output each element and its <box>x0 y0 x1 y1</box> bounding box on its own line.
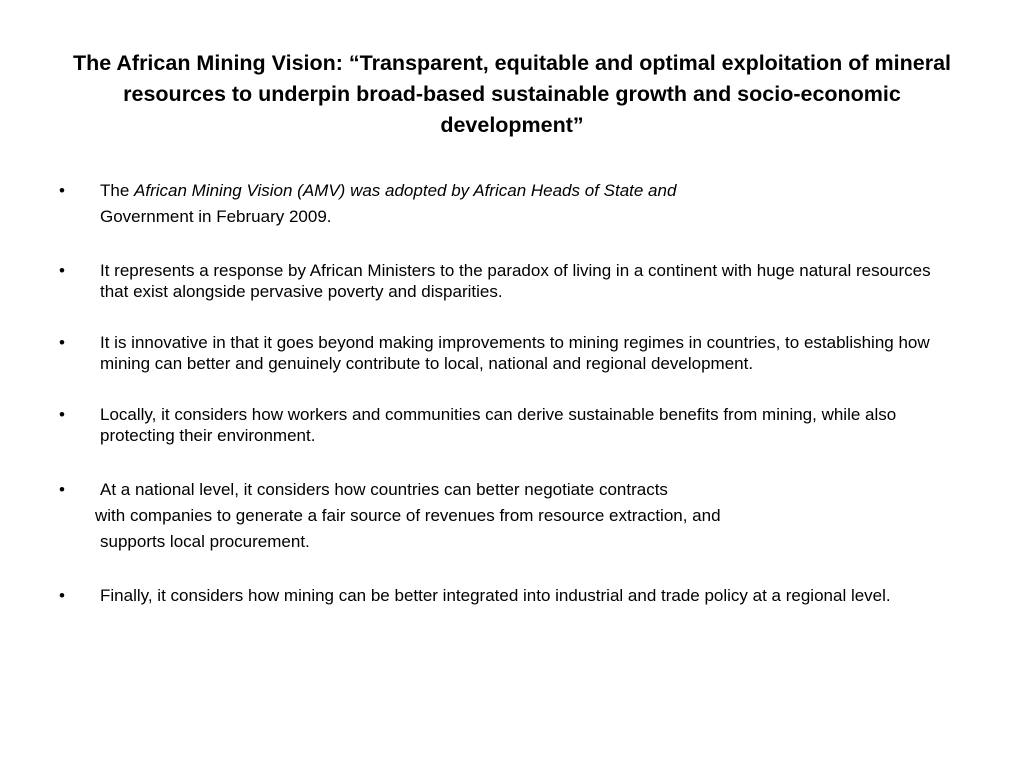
bullet-item-regional <box>0 586 1024 607</box>
bullet-text: It represents a response by African Ministers to the paradox of living in a continent with huge natural resources that exist alongside pervasive poverty and disparities. <box>100 261 931 301</box>
bullet-item-adoption <box>0 178 1024 230</box>
bullet-dot: • <box>59 586 65 605</box>
bullet-dot: • <box>59 261 65 280</box>
bullet-list <box>0 178 1024 638</box>
bullet-line: supports local procurement. <box>100 532 310 551</box>
bullet-dot: • <box>59 333 65 352</box>
bullet-text-italic: African Mining Vision (AMV) was adopted by African Heads of State and <box>134 181 677 200</box>
slide-title: The African Mining Vision: “Transparent, equitable and optimal exploitation of mineral resources to underpin broad-based sustainable growth and socio-economic development” <box>72 51 952 137</box>
bullet-dot: • <box>59 181 65 200</box>
bullet-text: Finally, it considers how mining can be better integrated into industrial and trade policy at a regional level. <box>100 586 891 605</box>
bullet-item-innovative <box>0 333 1024 374</box>
bullet-item-national <box>0 477 1024 555</box>
bullet-line: At a national level, it considers how countries can better negotiate contracts <box>100 480 668 499</box>
bullet-line: with companies to generate a fair source of revenues from resource extraction, and <box>95 506 721 525</box>
bullet-item-paradox <box>0 261 1024 302</box>
bullet-line <box>100 178 944 204</box>
bullet-line: Government in February 2009. <box>100 207 332 226</box>
bullet-item-locally <box>0 405 1024 446</box>
bullet-text: It is innovative in that it goes beyond making improvements to mining regimes in countries, to establishing how mining can better and genuinely contribute to local, national and regional development. <box>100 333 930 373</box>
bullet-text-normal: The <box>100 181 135 200</box>
bullet-dot: • <box>59 480 65 499</box>
bullet-text: Locally, it considers how workers and communities can derive sustainable benefits from mining, while also protecting their environment. <box>100 405 897 445</box>
bullet-dot: • <box>59 405 65 424</box>
